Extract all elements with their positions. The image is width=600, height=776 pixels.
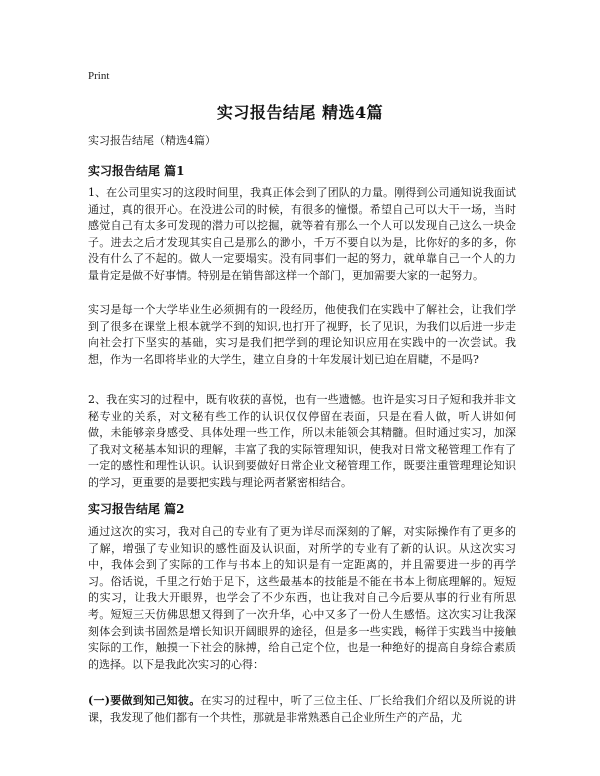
paragraph-lead-bold: (一)要做到知己知彼。 <box>88 694 201 707</box>
paragraph-1-1: 1、在公司里实习的这段时间里，我真正体会到了团队的力量。刚得到公司通知说我面试通过，真的很开心。在没进公司的时候，有很多的憧憬。希望自己可以大干一场，当时感觉自己有太多可发现的潜力可以挖掘，就等着有那么一个人可以发现自己这么一块金子。进去之后才发现其实自己是那么的渺小，千万不要自以为是，比你好的多的多，你没有什么了不起的。做人一定要塌实。没有同事们一起的努力，就单靠自己一个人的力量肯定是做不好事情。特别是在销售部这样一个部门，更加需要大家的一起努力。 <box>88 186 516 282</box>
paragraph-1-3: 2、我在实习的过程中，既有收获的喜悦，也有一些遗憾。也许是实习日子短和我并非文秘专业的关系，对文秘有些工作的认识仅仅停留在表面，只是在看人做，听人讲如何做，未能够亲身感受、具体处理一些工作，所以未能领会其精髓。但时通过实习，加深了我对文秘基本知识的理解，丰富了我的实际管理知识，使我对日常文秘管理工作有了一定的感性和理性认识。认识到要做好日常企业文秘管理工作，既要注重管理理论知识的学习，更重要的是要把实践与理论两者紧密相结合。 <box>88 393 516 489</box>
paragraph-lead-text: 在实习的过程中，听了三位主任、厂长给我们介绍以及所说的讲课，我发现了他们都有一个共性，那就是非常熟悉自己企业所生产的产品，尤 <box>88 694 516 724</box>
paragraph-2-2 <box>88 693 516 726</box>
document-title: 实习报告结尾 精选4篇 <box>216 103 384 122</box>
section-heading-1: 实习报告结尾 篇1 <box>88 164 185 178</box>
print-link[interactable]: Print <box>88 70 110 82</box>
paragraph-2-1: 通过这次的实习，我对自己的专业有了更为详尽而深刻的了解，对实际操作有了更多的了解，增强了专业知识的感性面及认识面，对所学的专业有了新的认识。从这次实习中，我体会到了实际的工作与书本上的知识是有一定距离的，并且需要进一步的再学习。俗话说，千里之行始于足下，这些最基本的技能是不能在书本上彻底理解的。短短的实习，让我大开眼界，也学会了不少东西，也让我对自己今后要从事的行业有所思考。短短三天仿佛思想又得到了一次升华，心中又多了一份人生感悟。这次实习让我深刻体会到读书固然是增长知识开阔眼界的途径，但是多一些实践，畅徉于实践当中接触实际的工作，触摸一下社会的脉搏，给自己定个位，也是一种绝好的提高自身综合素质的选择。以下是我此次实习的心得： <box>88 525 516 671</box>
document-subtitle: 实习报告结尾（精选4篇） <box>88 134 216 147</box>
section-heading-2: 实习报告结尾 篇2 <box>88 502 185 516</box>
paragraph-1-2: 实习是每一个大学毕业生必须拥有的一段经历，他使我们在实践中了解社会，让我们学到了很多在课堂上根本就学不到的知识,也打开了视野，长了见识，为我们以后进一步走向社会打下坚实的基础，实习是我们把学到的理论知识应用在实践中的一次尝试。我想，作为一名即将毕业的大学生，建立自身的十年发展计划已迫在眉睫，不是吗? <box>88 303 516 366</box>
